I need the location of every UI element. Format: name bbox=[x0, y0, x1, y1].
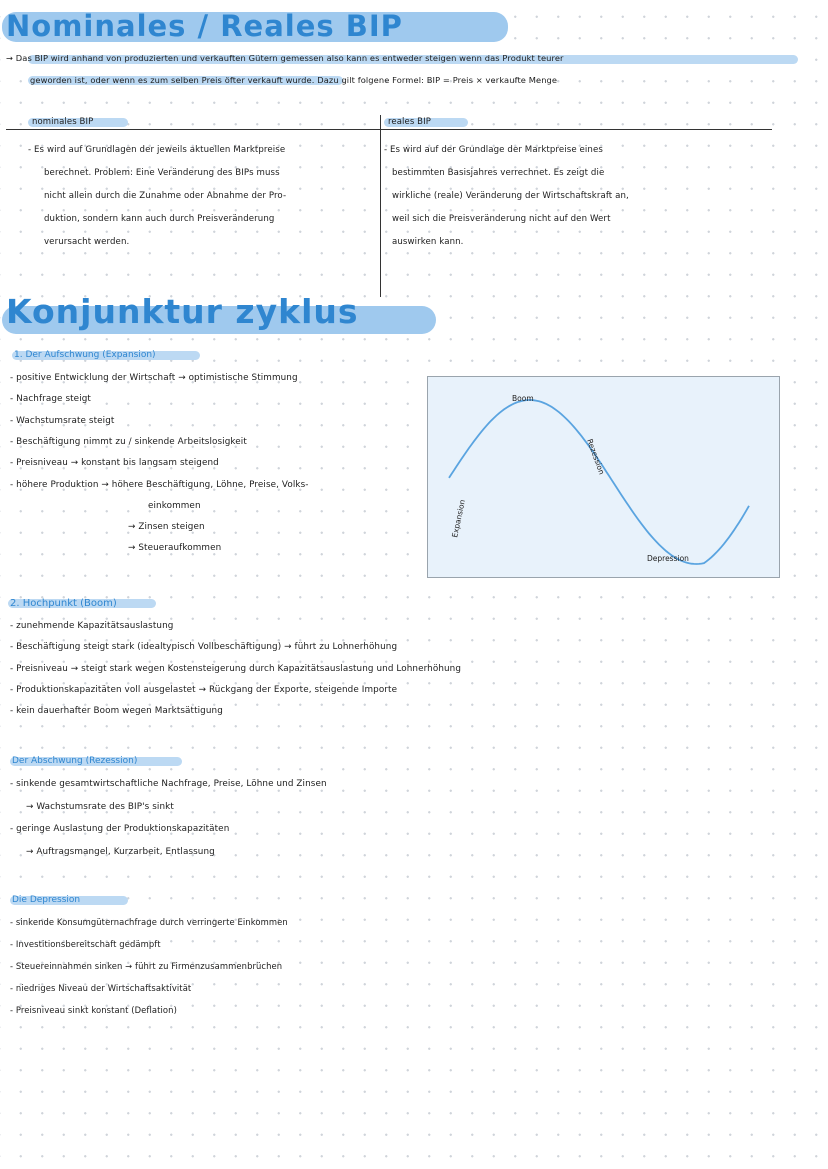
chart-label-boom: Boom bbox=[512, 394, 534, 403]
sec1-line: - Nachfrage steigt bbox=[10, 394, 91, 405]
intro-line-2: geworden ist, oder wenn es zum selben Preis öfter verkauft wurde. Dazu gilt folgene Formel: BIP = Preis × verkaufte Menge bbox=[30, 75, 558, 85]
sec4-line: - sinkende Konsumgüternachfrage durch verringerte Einkommen bbox=[10, 917, 288, 927]
sec2-heading: 2. Hochpunkt (Boom) bbox=[10, 598, 117, 609]
right-line: wirkliche (reale) Veränderung der Wirtschaftskraft an, bbox=[392, 191, 629, 201]
right-line: weil sich die Preisveränderung nicht auf den Wert bbox=[392, 214, 611, 224]
right-line: - Es wird auf der Grundlage der Marktpreise eines bbox=[384, 145, 603, 155]
sec1-line: - Beschäftigung nimmt zu / sinkende Arbeitslosigkeit bbox=[10, 436, 247, 447]
sec3-heading: Der Abschwung (Rezession) bbox=[12, 756, 138, 766]
sec4-line: - Steuereinnahmen sinken → führt zu Firmenzusammenbrüchen bbox=[10, 961, 283, 971]
sec1-line: - höhere Produktion → höhere Beschäftigung, Löhne, Preise, Volks- bbox=[10, 479, 309, 490]
sec2-line: - Beschäftigung steigt stark (idealtypisch Vollbeschäftigung) → führt zu Lohnerhöhung bbox=[10, 642, 398, 653]
table-divider bbox=[380, 115, 381, 297]
left-line: berechnet. Problem: Eine Veränderung des BIPs muss bbox=[44, 168, 280, 178]
sec2-line: - zunehmende Kapazitätsauslastung bbox=[10, 621, 174, 631]
intro-line-1: → Das BIP wird anhand von produzierten und verkauften Gütern gemessen also kann es entweder steigen wenn das Produkt teurer bbox=[6, 53, 564, 63]
sec4-heading: Die Depression bbox=[12, 895, 81, 905]
sec1-line: - positive Entwicklung der Wirtschaft → optimistische Stimmung bbox=[10, 373, 298, 383]
sec4-line: - Investitionsbereitschaft gedämpft bbox=[10, 939, 161, 949]
sec1-line: einkommen bbox=[148, 500, 201, 511]
left-line: nicht allein durch die Zunahme oder Abnahme der Pro- bbox=[44, 191, 287, 201]
sec1-line: → Zinsen steigen bbox=[128, 522, 205, 533]
page-title-bip: Nominales / Reales BIP bbox=[6, 9, 403, 43]
page-title-konjunktur: Konjunktur zyklus bbox=[6, 292, 359, 331]
sec1-heading: 1. Der Aufschwung (Expansion) bbox=[14, 350, 156, 360]
left-line: verursacht werden. bbox=[44, 237, 130, 247]
chart-label-expansion: Expansion bbox=[450, 498, 467, 539]
sec2-line: - Preisniveau → steigt stark wegen Kostensteigerung durch Kapazitätsauslastung und Lohnerhöhung bbox=[10, 663, 462, 674]
sec1-line: - Wachstumsrate steigt bbox=[10, 415, 115, 426]
table-top-line bbox=[6, 129, 772, 130]
table-right-header: reales BIP bbox=[388, 117, 431, 127]
sec2-line: - kein dauerhafter Boom wegen Marktsättigung bbox=[10, 706, 223, 717]
sec4-line: - niedriges Niveau der Wirtschaftsaktivität bbox=[10, 983, 192, 993]
sec3-line: → Auftragsmangel, Kurzarbeit, Entlassung bbox=[26, 846, 215, 857]
sec3-line: → Wachstumsrate des BIP's sinkt bbox=[26, 801, 174, 812]
chart-background bbox=[428, 377, 780, 578]
right-line: bestimmten Basisjahres verrechnet. Es zeigt die bbox=[392, 168, 605, 178]
sec3-line: - sinkende gesamtwirtschaftliche Nachfrage, Preise, Löhne und Zinsen bbox=[10, 779, 327, 789]
sec2-line: - Produktionskapazitäten voll ausgelastet → Rückgang der Exporte, steigende Importe bbox=[10, 684, 398, 695]
konjunktur-chart bbox=[427, 376, 780, 578]
sec1-line: → Steueraufkommen bbox=[128, 543, 222, 554]
table-left-header: nominales BIP bbox=[32, 117, 94, 127]
chart-label-rezession: Rezession bbox=[585, 437, 607, 476]
right-line: auswirken kann. bbox=[392, 237, 464, 247]
sec4-line: - Preisniveau sinkt konstant (Deflation) bbox=[10, 1005, 177, 1015]
sec1-line: - Preisniveau → konstant bis langsam steigend bbox=[10, 458, 219, 469]
left-line: duktion, sondern kann auch durch Preisveränderung bbox=[44, 214, 275, 224]
left-line: - Es wird auf Grundlagen der jeweils aktuellen Marktpreise bbox=[28, 145, 286, 155]
chart-label-depression: Depression bbox=[647, 554, 689, 563]
sec3-line: - geringe Auslastung der Produktionskapazitäten bbox=[10, 824, 230, 834]
